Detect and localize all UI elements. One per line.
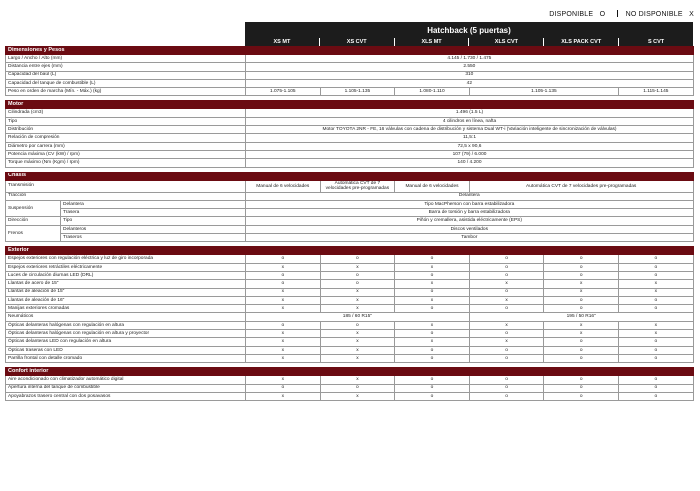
availability-cell: x	[469, 280, 544, 288]
availability-cell: o	[469, 330, 544, 338]
availability-cell: o	[246, 384, 321, 392]
legend-not-available-mark: X	[689, 11, 694, 18]
version-header	[245, 38, 693, 46]
row-label: Capacidad del baúl (L)	[6, 71, 246, 79]
row-sublabel: Tipo	[61, 217, 246, 225]
availability-cell: o	[395, 384, 470, 392]
row-value: 310	[246, 71, 694, 79]
availability-cell: x	[395, 263, 470, 271]
row-label: Apoyabrazos trasero central con dos posavasos	[6, 392, 246, 400]
row-value: Discos ventilados	[246, 225, 694, 233]
version-col: XS CVT	[319, 38, 394, 46]
availability-cell: x	[469, 321, 544, 329]
availability-cell: x	[246, 376, 321, 384]
table-row	[6, 313, 694, 321]
body-type-title: Hatchback (5 puertas)	[245, 22, 693, 38]
table-row	[6, 159, 694, 167]
availability-cell: o	[469, 263, 544, 271]
availability-cell: o	[618, 255, 693, 263]
engine-table	[5, 100, 694, 167]
table-row	[6, 79, 694, 87]
availability-cell: o	[544, 392, 619, 400]
row-value: Tambor	[246, 234, 694, 242]
legend-available: DISPONIBLE	[549, 11, 594, 18]
version-col: XLS PACK CVT	[543, 38, 618, 46]
availability-cell: o	[618, 384, 693, 392]
availability-cell: o	[469, 305, 544, 313]
row-label: Apertura interna del tanque de combustible	[6, 384, 246, 392]
availability-cell: x	[320, 263, 395, 271]
availability-cell: x	[395, 321, 470, 329]
row-label: Llantas de aleación de 16"	[6, 296, 246, 304]
table-row	[6, 63, 694, 71]
availability-cell: o	[320, 255, 395, 263]
availability-cell: x	[246, 338, 321, 346]
availability-cell: x	[320, 288, 395, 296]
table-row	[6, 255, 694, 263]
row-label: Frenos	[6, 225, 61, 242]
table-row	[6, 376, 694, 384]
table-row	[6, 88, 694, 96]
availability-cell: x	[618, 280, 693, 288]
table-row	[6, 55, 694, 63]
row-label: Aire acondicionado con climatizador automático digital	[6, 376, 246, 384]
table-row	[6, 217, 694, 225]
row-value: Manual de 6 velocidades	[395, 180, 470, 192]
row-sublabel: Traseros	[61, 234, 246, 242]
row-label: Distancia entre ejes (mm)	[6, 63, 246, 71]
table-row	[6, 263, 694, 271]
row-label: Torque máximo (Nm (Kgm) / rpm)	[6, 159, 246, 167]
table-row	[6, 392, 694, 400]
row-label: Tipo	[6, 117, 246, 125]
row-label: Espejos exteriores con regulación eléctrica y luz de giro incorporada	[6, 255, 246, 263]
version-col: XLS CVT	[468, 38, 543, 46]
row-value: 42	[246, 79, 694, 87]
table-row	[6, 280, 694, 288]
table-row	[6, 134, 694, 142]
legend-not-available: NO DISPONIBLE	[625, 11, 683, 18]
availability-cell: x	[246, 330, 321, 338]
row-label: Manijas exteriores cromadas	[6, 305, 246, 313]
availability-cell: x	[246, 288, 321, 296]
availability-cell: x	[246, 354, 321, 362]
row-value: 185 / 60 R15"	[246, 313, 470, 321]
table-row	[6, 354, 694, 362]
section-title: Motor	[6, 101, 694, 109]
availability-cell: o	[395, 288, 470, 296]
availability-cell: x	[246, 346, 321, 354]
availability-cell: x	[544, 280, 619, 288]
legend-separator	[617, 10, 618, 17]
row-value: Tipo MacPherson con barra estabilizadora	[246, 200, 694, 208]
table-row	[6, 225, 694, 233]
availability-cell: o	[395, 330, 470, 338]
availability-cell: o	[469, 376, 544, 384]
availability-cell: o	[469, 271, 544, 279]
chassis-table	[5, 172, 694, 243]
row-label: Largo / Ancho / Alto (mm)	[6, 55, 246, 63]
availability-cell: o	[246, 271, 321, 279]
table-row	[6, 346, 694, 354]
table-row	[6, 117, 694, 125]
availability-cell: o	[544, 296, 619, 304]
row-value: 1.075-1.105	[246, 88, 321, 96]
row-sublabel: Trasera	[61, 209, 246, 217]
table-row	[6, 330, 694, 338]
table-row	[6, 338, 694, 346]
row-label: Espejos exteriores retráctiles eléctricamente	[6, 263, 246, 271]
row-value: 107 (79) / 6.000	[246, 150, 694, 158]
availability-cell: o	[618, 376, 693, 384]
availability-cell: o	[320, 271, 395, 279]
row-value: Piñón y cremallera, asistida eléctricamente (EPS)	[246, 217, 694, 225]
row-label: Ópticas delanteras LED con regulación en altura	[6, 338, 246, 346]
row-value: 72,5 x 90,6	[246, 142, 694, 150]
availability-cell: o	[395, 354, 470, 362]
availability-cell: x	[544, 321, 619, 329]
availability-cell: o	[544, 271, 619, 279]
row-label: Llantas de acero de 15"	[6, 280, 246, 288]
row-label: Transmisión	[6, 180, 246, 192]
availability-cell: o	[618, 392, 693, 400]
table-row	[6, 142, 694, 150]
table-row	[6, 305, 694, 313]
availability-cell: o	[395, 392, 470, 400]
table-row	[6, 109, 694, 117]
availability-cell: o	[544, 263, 619, 271]
row-label: Ópticas delanteras halógenas con regulación en altura	[6, 321, 246, 329]
row-label: Neumáticos	[6, 313, 246, 321]
row-label: Luces de circulación diurnas LED (DRL)	[6, 271, 246, 279]
availability-cell: o	[618, 338, 693, 346]
availability-cell: x	[246, 392, 321, 400]
availability-cell: x	[320, 346, 395, 354]
availability-cell: o	[469, 346, 544, 354]
row-value: Automática CVT de 7 velocidades pre-programadas	[469, 180, 693, 192]
availability-cell: x	[469, 296, 544, 304]
comfort-table	[5, 367, 694, 401]
table-row	[6, 234, 694, 242]
availability-cell: o	[320, 280, 395, 288]
availability-cell: o	[320, 321, 395, 329]
availability-cell: x	[618, 330, 693, 338]
table-row	[6, 296, 694, 304]
availability-cell: o	[544, 376, 619, 384]
availability-cell: o	[320, 384, 395, 392]
row-label: Dirección	[6, 217, 61, 225]
availability-cell: o	[469, 354, 544, 362]
availability-cell: x	[320, 338, 395, 346]
availability-cell: o	[544, 354, 619, 362]
row-label: Ópticas traseras con LED	[6, 346, 246, 354]
availability-cell: o	[246, 255, 321, 263]
availability-cell: o	[395, 346, 470, 354]
availability-cell: o	[469, 255, 544, 263]
availability-cell: o	[544, 255, 619, 263]
table-row	[6, 200, 694, 208]
row-value: 1.105-1.135	[320, 88, 395, 96]
availability-cell: o	[395, 271, 470, 279]
row-label: Peso en orden de marcha (Mín. - Máx.) (kg)	[6, 88, 246, 96]
availability-cell: x	[246, 296, 321, 304]
row-value: 140 / 4.200	[246, 159, 694, 167]
availability-cell: o	[246, 321, 321, 329]
availability-cell: x	[320, 305, 395, 313]
row-label: Capacidad del tanque de combustible (L)	[6, 79, 246, 87]
row-sublabel: Delantera	[61, 200, 246, 208]
row-label: Diámetro por carrera (mm)	[6, 142, 246, 150]
row-value: Automática CVT de 7 velocidades pre-programadas	[320, 180, 395, 192]
row-value: 1.496 (1.5 L)	[246, 109, 694, 117]
row-sublabel: Delanteros	[61, 225, 246, 233]
availability-cell: x	[246, 305, 321, 313]
row-value: 1.080-1.110	[395, 88, 470, 96]
availability-cell: o	[544, 346, 619, 354]
row-value: Delantera	[246, 192, 694, 200]
table-row	[6, 288, 694, 296]
row-label: Parrilla frontal con detalle cromado	[6, 354, 246, 362]
availability-cell: x	[395, 280, 470, 288]
table-row	[6, 180, 694, 192]
availability-cell: x	[320, 392, 395, 400]
availability-cell: x	[395, 296, 470, 304]
availability-cell: o	[618, 305, 693, 313]
version-col: S CVT	[618, 38, 693, 46]
row-label: Llantas de aleación de 15"	[6, 288, 246, 296]
availability-cell: x	[395, 338, 470, 346]
row-label: Relación de compresión	[6, 134, 246, 142]
row-value: 1.115-1.145	[618, 88, 693, 96]
availability-cell: x	[320, 376, 395, 384]
table-row	[6, 209, 694, 217]
row-value: Manual de 6 velocidades	[246, 180, 321, 192]
exterior-table	[5, 246, 694, 363]
row-label: Tracción	[6, 192, 246, 200]
row-value: 195 / 50 R16"	[469, 313, 693, 321]
dimensions-table	[5, 46, 694, 96]
availability-cell: o	[618, 354, 693, 362]
availability-cell: x	[618, 321, 693, 329]
section-title: Exterior	[6, 247, 694, 255]
row-value: 4 cilindros en línea, nafta	[246, 117, 694, 125]
availability-cell: o	[618, 271, 693, 279]
spec-sheet	[5, 22, 693, 401]
version-col: XLS MT	[394, 38, 469, 46]
availability-cell: o	[618, 263, 693, 271]
row-label: Potencia máxima (CV (kW) / rpm)	[6, 150, 246, 158]
availability-cell: x	[320, 330, 395, 338]
availability-cell: o	[395, 255, 470, 263]
table-row	[6, 321, 694, 329]
row-value: 2.550	[246, 63, 694, 71]
version-col: XS MT	[273, 39, 291, 45]
section-title: Dimensiones y Pesos	[6, 47, 694, 55]
section-title: Chasis	[6, 172, 694, 180]
availability-cell: o	[469, 392, 544, 400]
availability-cell: o	[395, 376, 470, 384]
row-label: Distribución	[6, 126, 246, 134]
availability-cell: o	[395, 305, 470, 313]
availability-cell: o	[618, 346, 693, 354]
row-label: Suspensión	[6, 200, 61, 217]
availability-cell: x	[544, 330, 619, 338]
availability-cell: o	[246, 280, 321, 288]
availability-cell: o	[544, 384, 619, 392]
row-value: 1.105-1.135	[469, 88, 618, 96]
table-row	[6, 271, 694, 279]
row-label: Ópticas delanteras halógenas con regulación en altura y proyector	[6, 330, 246, 338]
table-row	[6, 150, 694, 158]
row-value: 4.145 / 1.730 / 1.475	[246, 55, 694, 63]
row-value: Barra de torsión y barra estabilizadora	[246, 209, 694, 217]
availability-cell: x	[320, 354, 395, 362]
legend	[549, 10, 694, 18]
row-value: 11,5:1	[246, 134, 694, 142]
table-row	[6, 192, 694, 200]
availability-cell: x	[618, 288, 693, 296]
availability-cell: o	[544, 338, 619, 346]
table-row	[6, 126, 694, 134]
availability-cell: x	[246, 263, 321, 271]
table-row	[6, 384, 694, 392]
availability-cell: x	[469, 338, 544, 346]
availability-cell: o	[618, 296, 693, 304]
availability-cell: o	[544, 305, 619, 313]
availability-cell: o	[469, 384, 544, 392]
legend-available-mark: O	[599, 11, 606, 18]
row-value: Motor TOYOTA 2NR - FE, 16 válvulas con cadena de distribución y sistema Dual WT-i (Variación inteligente de sincronización de válvulas)	[246, 126, 694, 134]
section-title: Confort interior	[6, 368, 694, 376]
table-row	[6, 71, 694, 79]
availability-cell: x	[320, 296, 395, 304]
availability-cell: o	[469, 288, 544, 296]
availability-cell: x	[544, 288, 619, 296]
row-label: Cilindrada (cm3)	[6, 109, 246, 117]
